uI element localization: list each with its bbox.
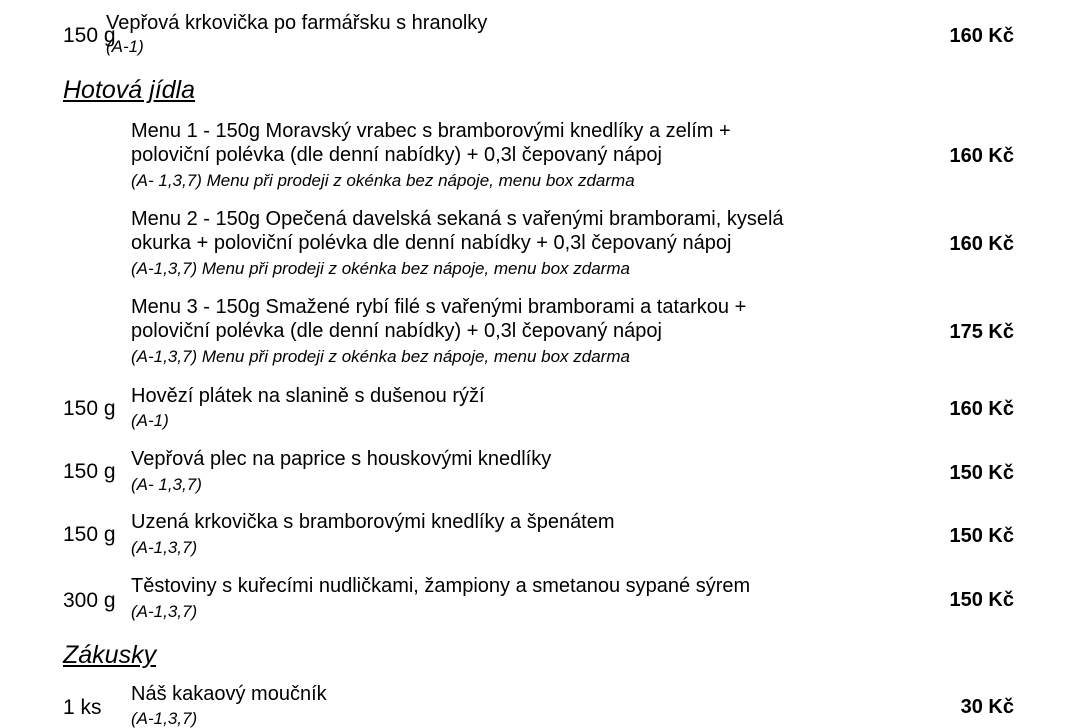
item-quantity: 150 g bbox=[63, 24, 116, 47]
item-quantity: 150 g bbox=[63, 397, 116, 420]
item-price: 160 Kč bbox=[949, 233, 1014, 255]
item-name-line1: Menu 3 - 150g Smažené rybí filé s vařenými bramborami a tatarkou + bbox=[131, 296, 747, 318]
item-quantity: 300 g bbox=[63, 589, 116, 612]
item-note: (A- 1,3,7) Menu při prodeji z okénka bez nápoje, menu box zdarma bbox=[131, 171, 635, 190]
item-price: 160 Kč bbox=[949, 398, 1014, 420]
section-heading: Zákusky bbox=[63, 641, 157, 669]
item-price: 175 Kč bbox=[949, 321, 1014, 343]
section-heading: Hotová jídla bbox=[63, 76, 196, 104]
item-note: (A-1,3,7) Menu při prodeji z okénka bez nápoje, menu box zdarma bbox=[131, 259, 630, 278]
item-note: (A-1,3,7) Menu při prodeji z okénka bez nápoje, menu box zdarma bbox=[131, 347, 630, 366]
item-name: Hovězí plátek na slanině s dušenou rýží bbox=[131, 385, 485, 407]
item-name-line1: Menu 1 - 150g Moravský vrabec s bramborovými knedlíky a zelím + bbox=[131, 120, 731, 142]
item-price: 160 Kč bbox=[949, 145, 1014, 167]
item-name-line2: poloviční polévka (dle denní nabídky) + 0,3l čepovaný nápoj bbox=[131, 320, 662, 342]
item-allergens: (A-1) bbox=[131, 411, 169, 430]
item-price: 30 Kč bbox=[960, 696, 1014, 718]
item-name: Vepřová krkovička po farmářsku s hranolky bbox=[106, 12, 488, 34]
item-quantity: 150 g bbox=[63, 523, 116, 546]
item-allergens: (A-1,3,7) bbox=[131, 709, 198, 728]
item-allergens: (A-1,3,7) bbox=[131, 538, 198, 557]
item-price: 160 Kč bbox=[949, 25, 1014, 47]
item-name: Vepřová plec na paprice s houskovými knedlíky bbox=[131, 448, 552, 470]
item-allergens: (A-1,3,7) bbox=[131, 602, 198, 621]
item-name: Těstoviny s kuřecími nudličkami, žampiony a smetanou sypané sýrem bbox=[131, 575, 751, 597]
item-allergens: (A-1) bbox=[106, 37, 144, 56]
item-name-line2: poloviční polévka (dle denní nabídky) + 0,3l čepovaný nápoj bbox=[131, 144, 662, 166]
item-price: 150 Kč bbox=[949, 462, 1014, 484]
item-allergens: (A- 1,3,7) bbox=[131, 475, 202, 494]
item-name-line2: okurka + poloviční polévka dle denní nabídky + 0,3l čepovaný nápoj bbox=[131, 232, 732, 254]
item-name: Náš kakaový moučník bbox=[131, 683, 327, 705]
item-name-line1: Menu 2 - 150g Opečená davelská sekaná s vařenými bramborami, kyselá bbox=[131, 208, 784, 230]
item-quantity: 150 g bbox=[63, 460, 116, 483]
item-price: 150 Kč bbox=[949, 525, 1014, 547]
item-price: 150 Kč bbox=[949, 589, 1014, 611]
item-quantity: 1 ks bbox=[63, 696, 102, 719]
item-name: Uzená krkovička s bramborovými knedlíky a špenátem bbox=[131, 511, 615, 533]
